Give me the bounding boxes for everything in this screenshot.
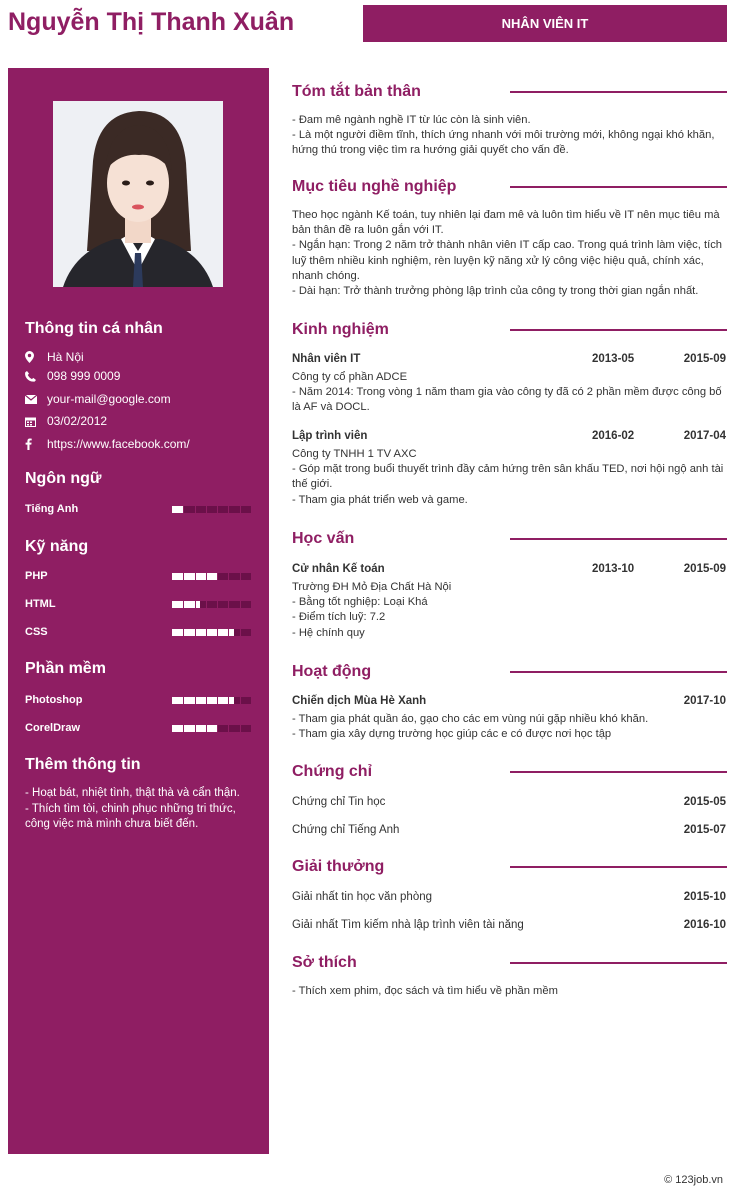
experience-to: 2015-09	[683, 353, 726, 365]
info-email	[25, 391, 171, 407]
job-title-banner	[363, 5, 727, 42]
experience-from: 2016-02	[592, 430, 635, 442]
level-bar-segment	[217, 601, 218, 608]
objective-line: - Dài hạn: Trở thành trưởng phòng lập trình của công ty trong thời gian ngắn nhất.	[292, 285, 699, 298]
experience-item-header	[292, 430, 728, 445]
level-bar-segment	[183, 601, 184, 608]
level-bar-segment	[206, 725, 207, 732]
activities-title: Hoạt động	[292, 663, 372, 680]
level-bar-segment	[240, 697, 241, 704]
summary-line: - Là một người điềm tĩnh, thích ứng nhanh với môi trường mới, không ngại khó khăn, hứng thú trong việc tìm ra hướng giải quyết cho vấn đề.	[292, 129, 715, 157]
level-bar-segment	[217, 725, 218, 732]
experience-from: 2013-05	[592, 353, 635, 365]
level-bar-segment	[183, 506, 184, 513]
activity-date: 2017-10	[683, 695, 726, 707]
portrait-illustration	[53, 101, 223, 287]
education-line: - Bằng tốt nghiệp: Loại Khá	[292, 596, 428, 609]
activities-divider	[510, 671, 727, 673]
award-date: 2016-10	[683, 919, 726, 931]
activity-line: - Tham gia xây dựng trường học giúp các e có được nơi học tập	[292, 728, 612, 741]
award-name: Giải nhất tin học văn phòng	[292, 891, 433, 903]
experience-company: Công ty TNHH 1 TV AXC	[292, 448, 417, 460]
candidate-name: Nguyễn Thị Thanh Xuân	[8, 8, 295, 36]
level-bar-segment	[240, 725, 241, 732]
language-level-bar	[172, 506, 251, 513]
software-title: Phần mềm	[25, 660, 106, 677]
summary-divider	[510, 91, 727, 93]
education-to: 2015-09	[683, 563, 726, 575]
activity-header	[292, 695, 728, 710]
level-bar-segment	[195, 629, 196, 636]
awards-divider	[510, 866, 727, 868]
level-bar-segment	[206, 573, 207, 580]
software-row	[25, 722, 251, 736]
summary-text	[292, 113, 728, 159]
level-bar-segment	[195, 697, 196, 704]
facebook-icon	[25, 438, 47, 450]
info-birthday	[25, 413, 107, 429]
footer-credit[interactable]: © 123job.vn	[664, 1174, 723, 1186]
level-bar-segment	[240, 601, 241, 608]
certificates-title: Chứng chỉ	[292, 763, 373, 780]
calendar-icon	[25, 415, 47, 427]
language-row	[25, 503, 251, 517]
level-bar-segment	[195, 601, 196, 608]
info-phone	[25, 368, 120, 384]
hobbies-title: Sở thích	[292, 954, 357, 971]
hobbies-divider	[510, 962, 727, 964]
level-bar-segment	[195, 725, 196, 732]
certificates-divider	[510, 771, 727, 773]
certificate-date: 2015-05	[683, 796, 726, 808]
personal-info-title: Thông tin cá nhân	[25, 320, 163, 337]
experience-company: Công ty cổ phần ADCE	[292, 371, 408, 383]
education-line: - Hệ chính quy	[292, 626, 365, 639]
level-bar-segment	[195, 573, 196, 580]
experience-line: - Tham gia phát triển web và game.	[292, 493, 468, 506]
education-from: 2013-10	[592, 563, 635, 575]
level-bar-segment	[240, 573, 241, 580]
objective-line: Theo học ngành Kế toán, tuy nhiên lại đam mê và luôn tìm hiểu về IT nên mục tiêu mà bản thân đề ra luôn gắn với IT.	[292, 209, 720, 237]
level-bar-segment	[228, 573, 229, 580]
certificate-row	[292, 824, 728, 839]
skill-name: HTML	[25, 598, 56, 610]
profile-photo	[53, 101, 223, 287]
activity-name: Chiến dịch Mùa Hè Xanh	[292, 695, 427, 707]
level-bar-segment	[240, 629, 241, 636]
extra-info-title: Thêm thông tin	[25, 756, 141, 773]
experience-title: Kinh nghiệm	[292, 321, 389, 338]
experience-line: - Năm 2014: Trong vòng 1 năm tham gia vào công ty đã có 2 phần mềm được công bố là AF và DOCL.	[292, 386, 722, 414]
software-level-bar	[172, 725, 251, 732]
experience-item-body	[292, 447, 728, 508]
skill-level-bar	[172, 629, 251, 636]
experience-divider	[510, 329, 727, 331]
level-bar-segment	[228, 506, 229, 513]
skill-level-bar	[172, 601, 251, 608]
level-bar-segment	[217, 506, 218, 513]
level-bar-segment	[206, 506, 207, 513]
education-title: Học vấn	[292, 530, 355, 547]
skill-name: CSS	[25, 626, 48, 638]
award-row	[292, 919, 728, 934]
phone-icon	[25, 370, 47, 382]
software-name: CorelDraw	[25, 722, 81, 734]
info-location-text: Hà Nội	[47, 350, 84, 364]
skill-row	[25, 626, 251, 640]
sidebar	[8, 68, 269, 1154]
experience-item-header	[292, 353, 728, 368]
info-facebook-text[interactable]: https://www.facebook.com/	[47, 437, 190, 451]
skill-row	[25, 570, 251, 584]
award-name: Giải nhất Tìm kiếm nhà lập trình viên tài năng	[292, 919, 524, 931]
education-divider	[510, 538, 727, 540]
experience-position: Nhân viên IT	[292, 353, 361, 365]
level-bar-segment	[206, 697, 207, 704]
level-bar-segment	[183, 573, 184, 580]
certificate-row	[292, 796, 728, 811]
level-bar-segment	[240, 506, 241, 513]
software-row	[25, 694, 251, 708]
award-date: 2015-10	[683, 891, 726, 903]
certificate-date: 2015-07	[683, 824, 726, 836]
experience-item-body	[292, 370, 728, 416]
summary-line: - Đam mê ngành nghề IT từ lúc còn là sinh viên.	[292, 114, 531, 126]
objective-title: Mục tiêu nghề nghiệp	[292, 178, 457, 195]
info-facebook	[25, 436, 190, 452]
info-location	[25, 349, 84, 365]
education-line: - Điểm tích luỹ: 7.2	[292, 611, 386, 624]
objective-text	[292, 208, 728, 299]
level-bar-segment	[217, 629, 218, 636]
extra-info-text	[25, 786, 255, 833]
level-bar-segment	[183, 697, 184, 704]
education-body	[292, 580, 728, 641]
language-name: Tiếng Anh	[25, 503, 79, 515]
education-header	[292, 563, 728, 578]
envelope-icon	[25, 393, 47, 405]
objective-divider	[510, 186, 727, 188]
extra-info-line: - Hoạt bát, nhiệt tình, thật thà và cẩn thận.	[25, 787, 240, 799]
summary-title: Tóm tắt bản thân	[292, 83, 421, 100]
activity-body	[292, 712, 728, 742]
experience-to: 2017-04	[683, 430, 726, 442]
level-bar-segment	[195, 506, 196, 513]
info-phone-text: 098 999 0009	[47, 369, 121, 383]
level-bar-segment	[228, 697, 229, 704]
experience-position: Lập trình viên	[292, 430, 368, 442]
objective-line: - Ngắn hạn: Trong 2 năm trở thành nhân viên IT cấp cao. Trong quá trình làm việc, tích luỹ thêm nhiều kinh nghiệm, rèn luyện kỹ năng xử lý công việc hiệu quả, chính xác, nhanh chóng.	[292, 239, 723, 282]
skill-row	[25, 598, 251, 612]
level-bar-segment	[228, 601, 229, 608]
skills-title: Kỹ năng	[25, 538, 89, 555]
level-bar-segment	[183, 629, 184, 636]
education-school: Trường ĐH Mỏ Địa Chất Hà Nội	[292, 581, 452, 593]
map-marker-icon	[25, 351, 47, 363]
software-level-bar	[172, 697, 251, 704]
info-email-text[interactable]: your-mail@google.com	[47, 392, 171, 406]
skill-level-bar	[172, 573, 251, 580]
software-name: Photoshop	[25, 694, 83, 706]
award-row	[292, 891, 728, 906]
info-birthday-text: 03/02/2012	[47, 414, 108, 428]
certificate-name: Chứng chỉ Tin học	[292, 796, 386, 808]
skill-name: PHP	[25, 570, 48, 582]
language-title: Ngôn ngữ	[25, 470, 102, 487]
level-bar-segment	[228, 725, 229, 732]
level-bar-segment	[217, 573, 218, 580]
experience-line: - Góp mặt trong buổi thuyết trình đầy cảm hứng trên sân khấu TED, nơi hội ngộ anh tài thế giới.	[292, 463, 724, 491]
level-bar-segment	[206, 629, 207, 636]
awards-title: Giải thưởng	[292, 858, 385, 875]
extra-info-line: - Thích tìm tòi, chinh phục những tri thức, công việc mà mình chưa biết đến.	[25, 802, 236, 830]
level-bar-segment	[183, 725, 184, 732]
level-bar-segment	[228, 629, 229, 636]
certificate-name: Chứng chỉ Tiếng Anh	[292, 824, 400, 836]
level-bar-segment	[206, 601, 207, 608]
level-bar-segment	[217, 697, 218, 704]
activity-line: - Tham gia phát quần áo, gạo cho các em vùng núi gặp nhiều khó khăn.	[292, 713, 649, 725]
education-degree: Cử nhân Kế toán	[292, 563, 385, 575]
hobbies-text: - Thích xem phim, đọc sách và tìm hiểu về phần mềm	[292, 985, 558, 997]
job-title: NHÂN VIÊN IT	[501, 16, 589, 31]
